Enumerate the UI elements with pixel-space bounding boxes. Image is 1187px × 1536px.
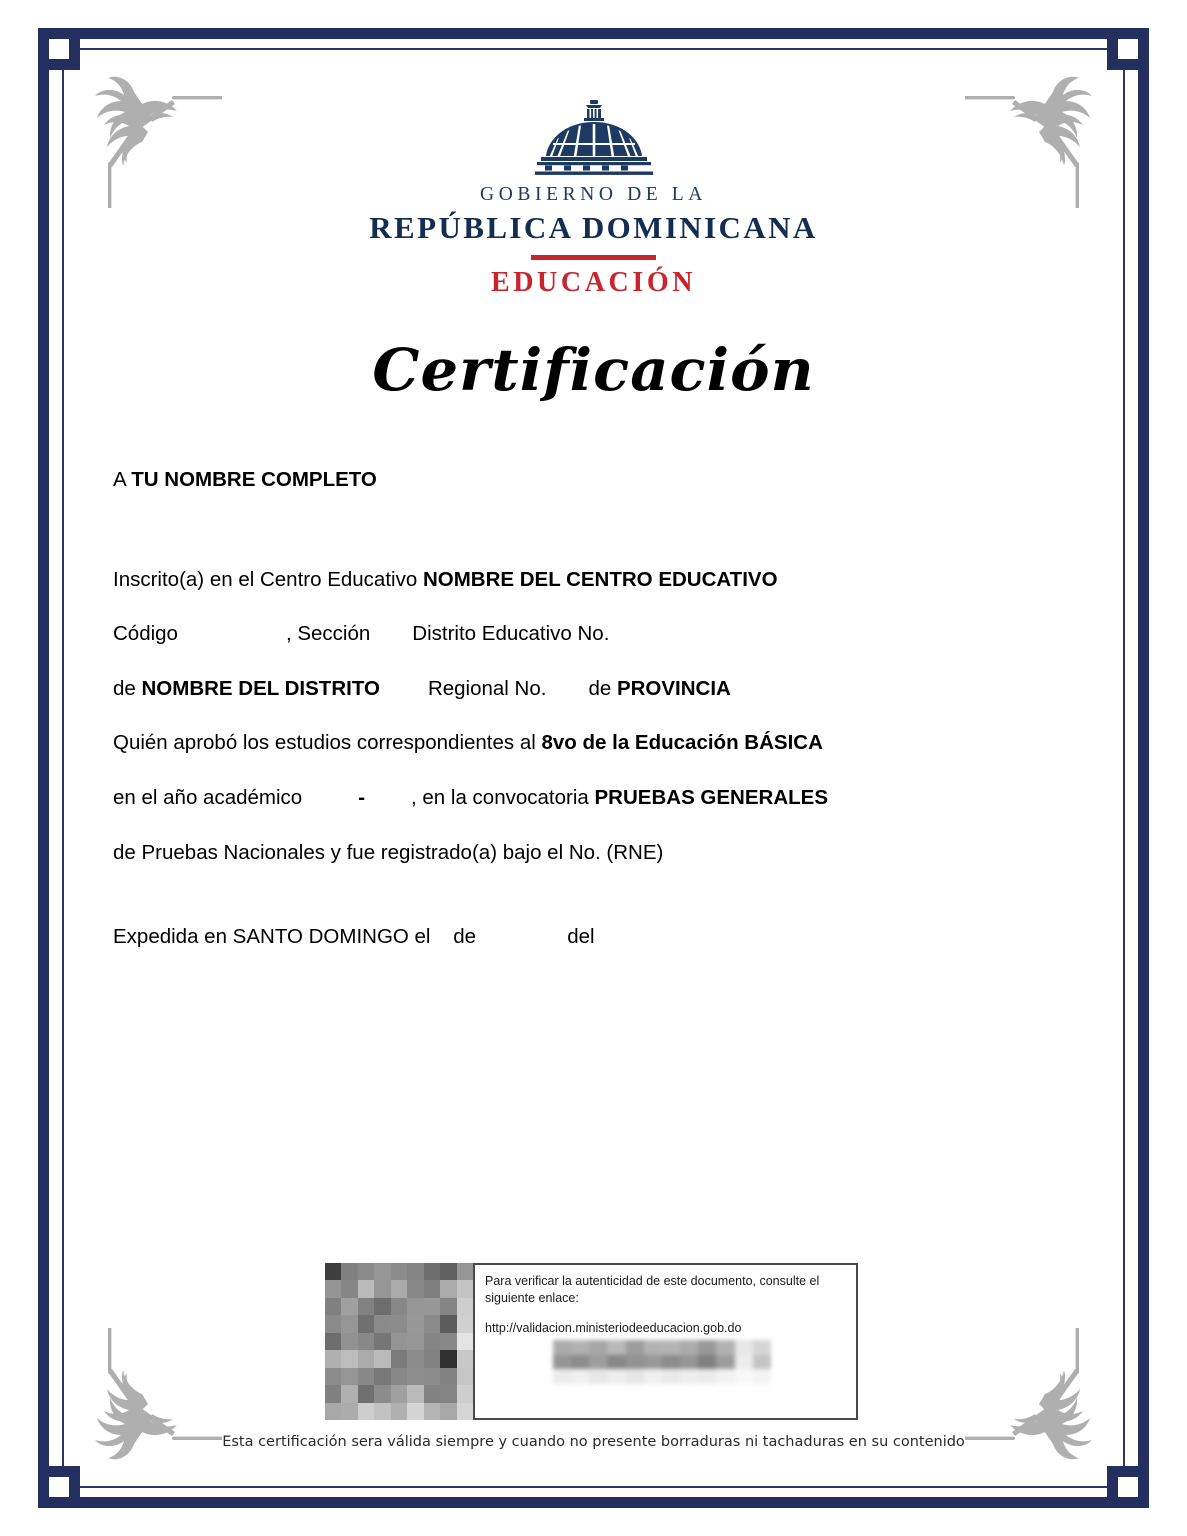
district-line (113, 677, 993, 702)
convocation-name: PRUEBAS GENERALES (594, 785, 829, 809)
recipient-line (113, 468, 993, 493)
school-name: NOMBRE DEL CENTRO EDUCATIVO (422, 567, 778, 591)
issued-line: Expedida en SANTO DOMINGO el de del (113, 925, 595, 949)
logo-red-divider (531, 255, 656, 260)
national-tests-line: de Pruebas Nacionales y fue registrado(a) bajo el No. (RNE) (113, 840, 664, 864)
year-label: en el año académico (113, 785, 303, 809)
academic-year-line (113, 786, 993, 811)
district-number-label: Distrito Educativo No. (412, 622, 610, 646)
government-logo (0, 98, 1187, 299)
dominican-capitol-dome-icon (519, 98, 669, 176)
logo-line-educacion: EDUCACIÓN (490, 267, 697, 298)
province-prefix: de (588, 676, 617, 700)
logo-line-republica: REPÚBLICA DOMINICANA (369, 210, 818, 245)
footer-note: Esta certificación sera válida siempre y cuando no presente borraduras ni tachaduras en su contenido (222, 1434, 965, 1450)
enrollment-line (113, 568, 993, 593)
verification-block (325, 1263, 858, 1422)
verification-panel (473, 1263, 858, 1420)
verification-instruction: Para verificar la autenticidad de este documento, consulte el siguiente enlace: (485, 1274, 820, 1305)
redacted-validation-code (553, 1340, 771, 1384)
recipient-prefix: A (113, 468, 132, 491)
certificate-body (113, 468, 993, 950)
regional-label: Regional No. (427, 676, 547, 700)
approval-line (113, 731, 993, 756)
district-name: NOMBRE DEL DISTRITO (141, 676, 380, 700)
qr-code[interactable] (325, 1263, 473, 1420)
verification-url[interactable]: http://validacion.ministeriodeeducacion.gob.do (485, 1320, 742, 1335)
enrollment-prefix: Inscrito(a) en el Centro Educativo (113, 567, 423, 591)
province-name: PROVINCIA (616, 676, 731, 700)
recipient-name: TU NOMBRE COMPLETO (131, 468, 377, 491)
approval-grade: 8vo de la Educación BÁSICA (541, 731, 823, 755)
code-label: Código (113, 622, 178, 646)
convocation-prefix: , en la convocatoria (411, 785, 595, 809)
district-prefix: de (113, 676, 142, 700)
logo-line-gobierno: GOBIERNO DE LA (480, 184, 707, 205)
section-label: , Sección (285, 622, 371, 646)
year-dash: - (358, 785, 366, 809)
code-line (113, 622, 993, 647)
page-title: Certificación (372, 336, 815, 404)
approval-prefix: Quién aprobó los estudios correspondientes al (113, 731, 542, 755)
